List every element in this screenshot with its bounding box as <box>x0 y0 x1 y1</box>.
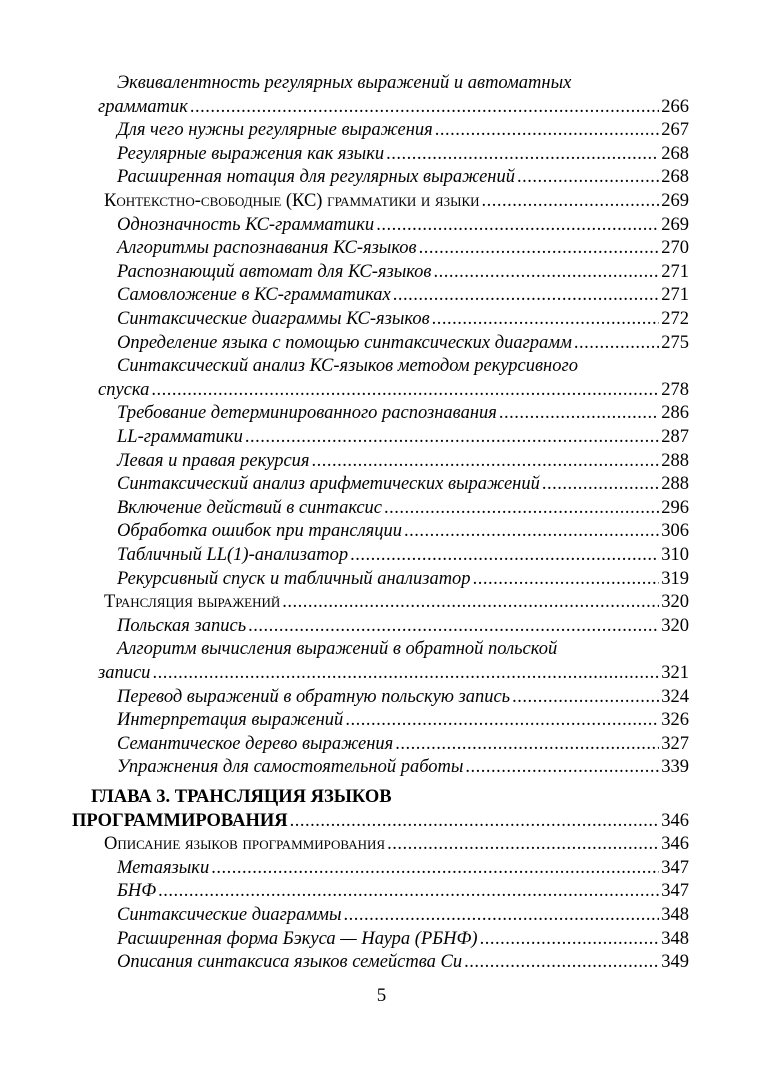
toc-entry-title: Требование детерминированного распознавания <box>117 403 497 424</box>
toc-section <box>104 832 689 856</box>
toc-page-number: 321 <box>661 663 689 683</box>
toc-page-number: 346 <box>661 810 689 831</box>
dot-leader <box>473 567 660 591</box>
toc-subsection <box>117 903 689 927</box>
toc-page-number: 348 <box>661 928 689 949</box>
dot-leader <box>517 165 659 189</box>
dot-leader <box>499 401 659 425</box>
toc-page-number: 288 <box>661 474 689 495</box>
dot-leader <box>151 378 659 402</box>
toc-subsection <box>117 425 689 449</box>
dot-leader <box>395 732 659 756</box>
toc-subsection <box>117 213 689 237</box>
toc-entry-title: БНФ <box>117 881 157 902</box>
toc-page-number: 347 <box>661 881 689 902</box>
toc-entry-title: Описания синтаксиса языков семейства Си <box>117 952 463 973</box>
toc-page-number: 319 <box>661 568 689 589</box>
toc-entry-title: записи <box>98 663 151 683</box>
toc-entry-title: Регулярные выражения как языки <box>117 143 385 164</box>
toc-entry-title: Самовложение в КС-грамматиках <box>117 285 391 306</box>
toc-entry-title: Табличный LL(1)-анализатор <box>117 545 349 565</box>
dot-leader <box>542 472 659 496</box>
dot-leader <box>404 519 659 543</box>
toc-page-number: 267 <box>661 120 689 141</box>
toc-subsection <box>117 118 689 142</box>
toc-entry-title: Обработка ошибок при трансляции <box>117 521 402 542</box>
dot-leader <box>433 260 659 284</box>
dot-leader <box>190 95 659 119</box>
toc-subsection <box>117 614 689 638</box>
toc-page-number: 320 <box>661 592 689 613</box>
toc-page-number: 271 <box>661 261 689 282</box>
toc-subsection <box>117 879 689 903</box>
toc-subsection <box>117 449 689 473</box>
dot-leader <box>152 661 659 685</box>
toc-subsection <box>98 95 689 119</box>
toc-entry-title: Включение действий в синтаксис <box>117 497 383 518</box>
toc-subsection <box>117 283 689 307</box>
dot-leader <box>387 832 659 856</box>
toc-entry-title: Расширенная форма Бэкуса — Наура (РБНФ) <box>117 928 478 949</box>
dot-leader <box>435 118 659 142</box>
toc-subsection-line1: Синтаксический анализ КС-языков методом рекурсивного <box>117 356 578 377</box>
toc-page-number: 348 <box>661 905 689 925</box>
toc-page-number: 306 <box>661 521 689 542</box>
toc-page-number: 296 <box>661 497 689 518</box>
toc-entry-title: LL-грамматики <box>117 427 243 447</box>
dot-leader <box>512 685 659 709</box>
toc-page-number: 326 <box>661 710 689 731</box>
toc-page-number: 266 <box>661 96 689 117</box>
toc-page-number: 268 <box>661 143 689 164</box>
page-number: 5 <box>376 985 387 1006</box>
toc-subsection <box>117 165 689 189</box>
toc-page-number: 339 <box>661 757 689 778</box>
toc-page-number: 278 <box>661 379 689 400</box>
toc-entry-title: Метаязыки <box>117 857 210 878</box>
toc-subsection <box>117 927 689 951</box>
toc-subsection <box>117 401 689 425</box>
dot-leader <box>393 283 660 307</box>
toc-subsection <box>117 685 689 709</box>
toc-subsection <box>117 260 689 284</box>
toc-subsection-line1: Алгоритм вычисления выражений в обратной польской <box>117 639 558 660</box>
toc-subsection <box>117 496 689 520</box>
toc-entry-title: Синтаксический анализ арифметических выражений <box>117 474 540 495</box>
toc-entry-title: Синтаксические диаграммы КС-языков <box>117 309 430 329</box>
toc-page-number: 287 <box>661 427 689 447</box>
toc-page-number: 271 <box>661 285 689 306</box>
toc-entry-title: Упражнения для самостоятельной работы <box>117 757 464 778</box>
toc-entry-title: Перевод выражений в обратную польскую запись <box>117 686 511 707</box>
toc-subsection <box>117 755 689 779</box>
toc-subsection <box>117 331 689 355</box>
toc-page-number: 347 <box>661 857 689 878</box>
chapter-title <box>72 809 689 833</box>
toc-page-number: 324 <box>661 686 689 707</box>
dot-leader <box>419 236 660 260</box>
dot-leader <box>574 331 659 355</box>
toc-page-number: 269 <box>661 191 689 211</box>
dot-leader <box>211 856 659 880</box>
toc-page-number: 310 <box>661 545 689 565</box>
dot-leader <box>480 927 660 951</box>
toc-entry-title: ПРОГРАММИРОВАНИЯ <box>72 810 288 831</box>
toc-entry-title: Описание языков программирования <box>104 834 386 855</box>
toc-page-number: 288 <box>661 450 689 471</box>
toc-entry-title: Интерпретация выражений <box>117 710 344 731</box>
dot-leader <box>345 708 659 732</box>
toc-subsection <box>117 856 689 880</box>
toc-subsection <box>117 142 689 166</box>
toc-subsection <box>117 950 689 974</box>
toc-page-number: 272 <box>661 309 689 329</box>
dot-leader <box>464 950 659 974</box>
toc-page-number: 327 <box>661 733 689 754</box>
dot-leader <box>248 614 659 638</box>
toc-page-number: 286 <box>661 403 689 424</box>
toc-entry-title: Трансляция выражений <box>104 592 281 613</box>
toc-page-number: 346 <box>661 834 689 855</box>
dot-leader <box>312 449 660 473</box>
dot-leader <box>350 543 659 567</box>
toc-section <box>104 189 689 213</box>
toc-entry-title: Однозначность КС-грамматики <box>117 214 375 235</box>
toc-entry-title: Для чего нужны регулярные выражения <box>117 120 433 141</box>
dot-leader <box>384 496 659 520</box>
dot-leader <box>465 755 659 779</box>
toc-entry-title: Алгоритмы распознавания КС-языков <box>117 238 417 259</box>
dot-leader <box>282 590 659 614</box>
toc-entry-title: Синтаксические диаграммы <box>117 905 342 925</box>
dot-leader <box>432 307 660 331</box>
toc-subsection-line1: Эквивалентность регулярных выражений и автоматных <box>117 73 572 93</box>
toc-entry-title: Определение языка с помощью синтаксических диаграмм <box>117 332 572 353</box>
dot-leader <box>386 142 659 166</box>
dot-leader <box>245 425 659 449</box>
toc-entry-title: Польская запись <box>117 615 247 636</box>
toc-page-number: 268 <box>661 167 689 188</box>
dot-leader <box>376 213 659 237</box>
toc-subsection <box>117 732 689 756</box>
toc-entry-title: спуска <box>98 379 150 400</box>
toc-subsection <box>117 567 689 591</box>
toc-subsection <box>117 543 689 567</box>
dot-leader <box>482 189 660 213</box>
dot-leader <box>290 809 660 833</box>
toc-entry-title: Расширенная нотация для регулярных выражений <box>117 167 515 188</box>
toc-section <box>104 590 689 614</box>
toc-page-number: 275 <box>661 332 689 353</box>
toc-subsection <box>117 708 689 732</box>
toc-page-number: 320 <box>661 615 689 636</box>
dot-leader <box>158 879 659 903</box>
toc-page-number: 269 <box>661 214 689 235</box>
toc-subsection <box>117 307 689 331</box>
toc-entry-title: Семантическое дерево выражения <box>117 733 394 754</box>
chapter-title-line1: ГЛАВА 3. ТРАНСЛЯЦИЯ ЯЗЫКОВ <box>91 787 392 807</box>
toc-entry-title: грамматик <box>98 96 188 117</box>
toc-subsection <box>117 519 689 543</box>
toc-entry-title: Левая и правая рекурсия <box>117 450 310 471</box>
toc-subsection <box>117 472 689 496</box>
toc-entry-title: Контекстно-свободные (КС) грамматики и языки <box>104 191 480 211</box>
toc-entry-title: Рекурсивный спуск и табличный анализатор <box>117 568 471 589</box>
toc-entry-title: Распознающий автомат для КС-языков <box>117 261 432 282</box>
dot-leader <box>343 903 659 927</box>
toc-subsection <box>117 236 689 260</box>
toc-page-number: 270 <box>661 238 689 259</box>
toc-subsection <box>98 661 689 685</box>
toc-subsection <box>98 378 689 402</box>
toc-page-number: 349 <box>661 952 689 973</box>
